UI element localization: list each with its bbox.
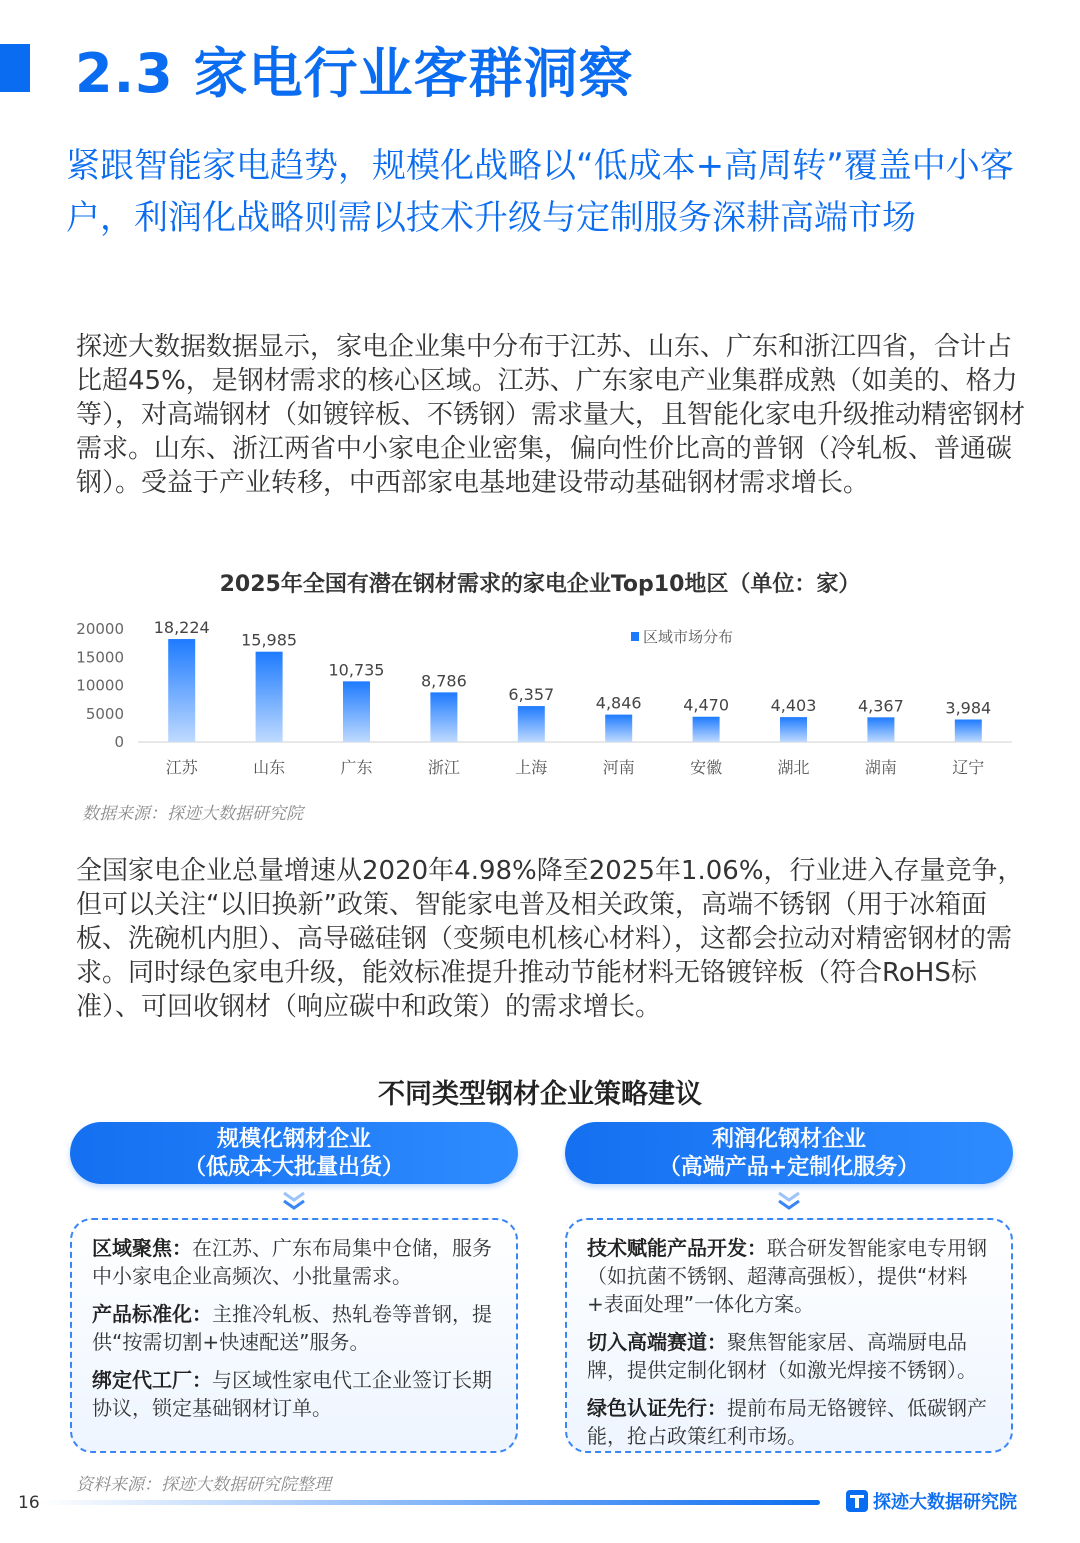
scale-heading-line2: （低成本大批量出货）	[183, 1155, 404, 1180]
strategy-item-title: 绑定代工厂：	[92, 1368, 212, 1392]
bar-value-label: 3,984	[945, 698, 992, 718]
strategy-item	[92, 1234, 498, 1290]
strategy-item-text: 联合研发智能家电专用钢（如抗菌不锈钢、超薄高强板），提供“材料+表面处理”一体化方案。	[587, 1236, 987, 1316]
chart-title: 2025年全国有潜在钢材需求的家电企业Top10地区（单位：家）	[219, 572, 861, 597]
chevron-down-icon	[774, 1190, 804, 1212]
footer-divider	[40, 1500, 820, 1505]
bar	[168, 639, 195, 742]
strategy-item-title: 绿色认证先行：	[587, 1396, 727, 1420]
y-tick-label: 20000	[76, 620, 124, 638]
bar-value-label: 18,224	[153, 618, 210, 638]
strategy-section-title: 不同类型钢材企业策略建议	[378, 1079, 702, 1110]
bar-value-label: 6,357	[508, 685, 555, 705]
title-accent-bar	[0, 44, 30, 92]
y-tick-label: 0	[114, 733, 124, 751]
bar	[430, 692, 457, 742]
strategy-item-text: 主推冷轧板、热轧卷等普钢，提供“按需切割+快速配送”服务。	[92, 1302, 492, 1354]
strategy-item	[587, 1394, 993, 1450]
strategy-item-text: 与区域性家电代工企业签订长期协议，锁定基础钢材订单。	[92, 1368, 492, 1420]
scale-heading-line1: 规模化钢材企业	[216, 1127, 371, 1152]
x-tick-label: 浙江	[427, 758, 460, 777]
bar-value-label: 4,846	[595, 693, 642, 713]
page-title: 2.3 家电行业客群洞察	[75, 42, 634, 105]
profit-heading-line1: 利润化钢材企业	[711, 1127, 866, 1152]
bar	[867, 717, 894, 742]
page-subtitle: 紧跟智能家电趋势，规模化战略以“低成本+高周转”覆盖中小客户，利润化战略则需以技术升级与定制服务深耕高端市场	[66, 146, 1014, 238]
x-tick-label: 辽宁	[952, 758, 985, 777]
page-number: 16	[18, 1493, 40, 1513]
bar	[605, 715, 632, 742]
material-source-note: 资料来源：探迹大数据研究院整理	[76, 1475, 331, 1495]
bar	[780, 717, 807, 742]
bar-value-label: 4,403	[770, 696, 817, 716]
strategy-item-title: 切入高端赛道：	[587, 1330, 727, 1354]
strategy-item	[587, 1234, 993, 1318]
chart-svg	[70, 562, 1030, 797]
chevron-down-icon	[279, 1190, 309, 1212]
profit-enterprise-heading	[565, 1122, 1013, 1184]
chart-legend	[631, 628, 733, 646]
y-tick-label: 5000	[85, 704, 124, 723]
region-bar-chart	[70, 562, 1030, 797]
x-tick-label: 山东	[253, 758, 286, 777]
profit-strategy-box	[565, 1218, 1013, 1453]
analysis-paragraph: 全国家电企业总量增速从2020年4.98%降至2025年1.06%，行业进入存量竞争，但可以关注“以旧换新”政策、智能家电普及相关政策，高端不锈钢（用于冰箱面板、洗碗机内胆）、高导磁硅钢（变频电机核心材料），这都会拉动对精密钢材的需求。同时绿色家电升级，能效标准提升推动节能材料无铬镀锌板（符合RoHS标准）、可回收钢材（响应碳中和政策）的需求增长。	[76, 856, 1024, 1022]
strategy-item-title: 技术赋能产品开发：	[587, 1236, 767, 1260]
bar	[343, 681, 370, 742]
profit-heading-line2: （高端产品+定制化服务）	[658, 1155, 920, 1180]
strategy-item-text: 提前布局无铬镀锌、低碳钢产能，抢占政策红利市场。	[587, 1396, 987, 1448]
strategy-item-text: 在江苏、广东布局集中仓储，服务中小家电企业高频次、小批量需求。	[92, 1236, 492, 1288]
x-tick-label: 上海	[515, 758, 548, 777]
bar	[256, 652, 283, 742]
y-tick-label: 10000	[76, 676, 124, 695]
legend-label: 区域市场分布	[643, 628, 734, 646]
x-tick-label: 河南	[602, 758, 635, 777]
strategy-item-title: 产品标准化：	[92, 1302, 212, 1326]
bar-value-label: 4,367	[857, 696, 904, 716]
bar	[518, 706, 545, 742]
x-tick-label: 江苏	[165, 758, 198, 777]
legend-swatch	[631, 632, 639, 641]
bar-value-label: 8,786	[420, 671, 467, 691]
x-tick-label: 湖北	[777, 758, 810, 777]
scale-strategy-box	[70, 1218, 518, 1453]
x-tick-label: 广东	[340, 758, 373, 777]
strategy-item-title: 区域聚焦：	[92, 1236, 192, 1260]
bar	[955, 719, 982, 742]
strategy-item-text: 聚焦智能家居、高端厨电品牌，提供定制化钢材（如激光焊接不锈钢）。	[587, 1330, 977, 1382]
strategy-item	[587, 1328, 993, 1384]
brand-logo-icon	[846, 1490, 868, 1512]
x-tick-label: 安徽	[690, 758, 723, 777]
strategy-item	[92, 1300, 498, 1356]
bar	[693, 717, 720, 742]
intro-paragraph: 探迹大数据数据显示，家电企业集中分布于江苏、山东、广东和浙江四省，合计占比超45%，是钢材需求的核心区域。江苏、广东家电产业集群成熟（如美的、格力等），对高端钢材（如镀锌板、不锈钢）需求量大，且智能化家电升级推动精密钢材需求。山东、浙江两省中小家电企业密集，偏向性价比高的普钢（冷轧板、普通碳钢）。受益于产业转移，中西部家电基地建设带动基础钢材需求增长。	[76, 332, 1026, 498]
footer-brand	[846, 1488, 1017, 1514]
strategy-item	[92, 1366, 498, 1422]
chart-source-note: 数据来源：探迹大数据研究院	[82, 804, 303, 824]
x-tick-label: 湖南	[864, 758, 897, 777]
brand-name: 探迹大数据研究院	[873, 1492, 1017, 1513]
scale-enterprise-heading	[70, 1122, 518, 1184]
bar-value-label: 10,735	[328, 660, 385, 680]
bar-value-label: 4,470	[683, 695, 730, 715]
bar-value-label: 15,985	[241, 630, 298, 650]
y-tick-label: 15000	[76, 648, 124, 667]
